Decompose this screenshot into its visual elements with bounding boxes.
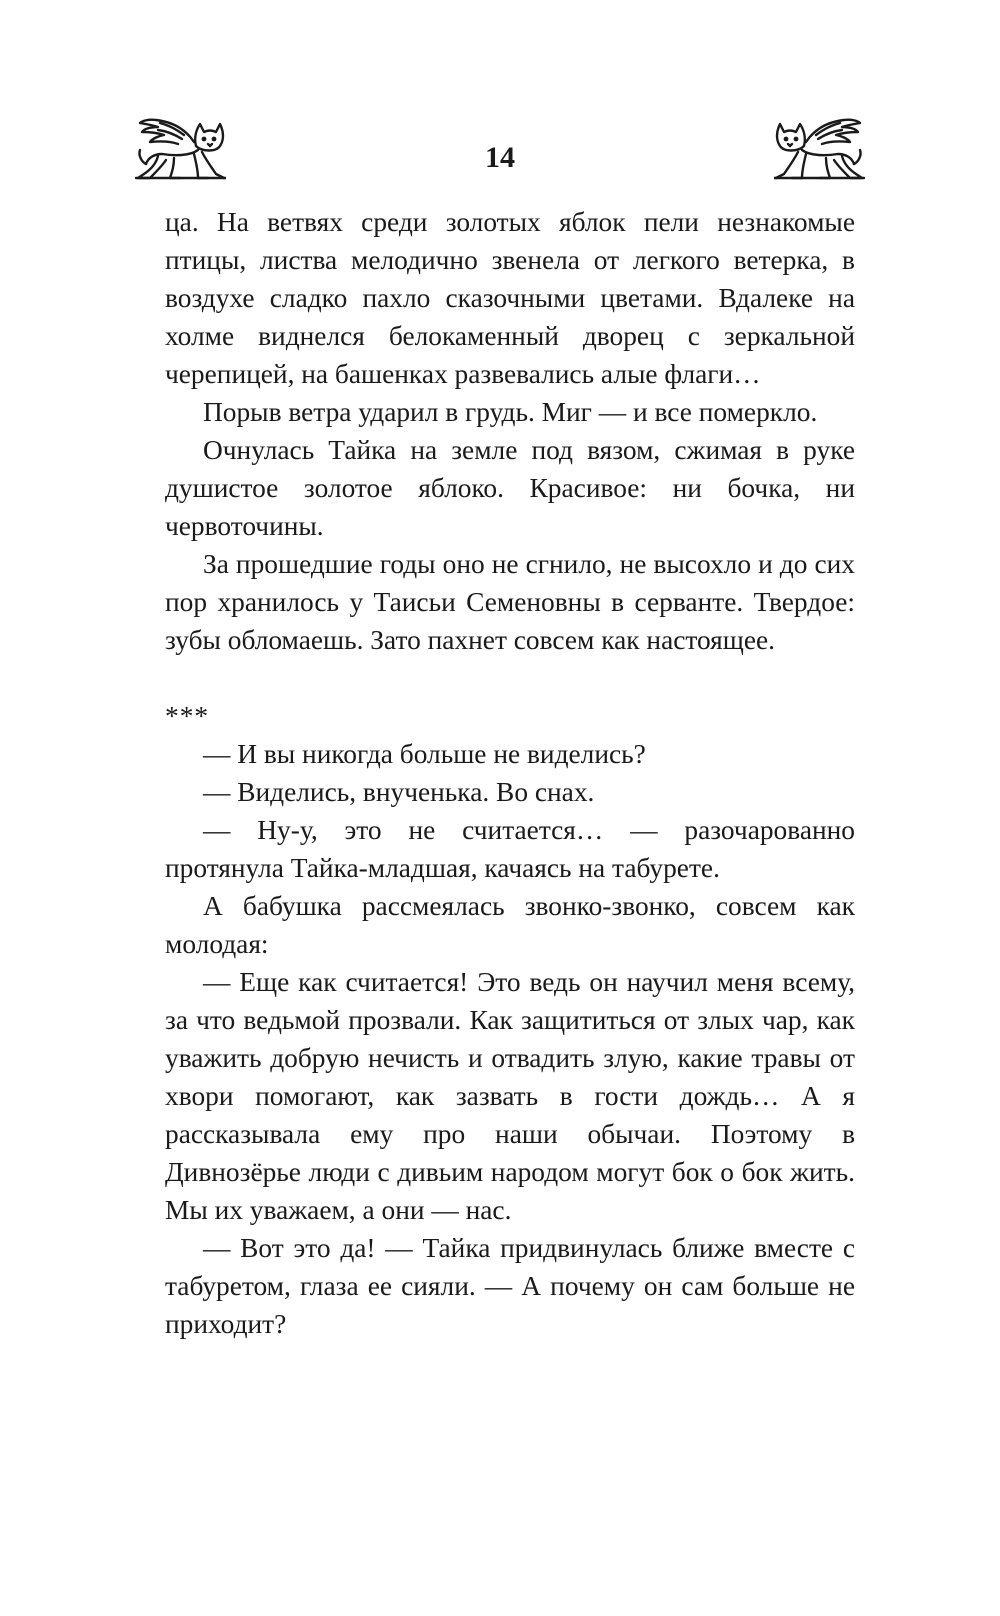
dialogue-line: — Ну-у, это не считается… — разочарованно протянула Тайка-младшая, качаясь на табурете. <box>165 815 855 883</box>
page-body <box>165 203 855 1343</box>
paragraph: Порыв ветра ударил в грудь. Миг — и все померкло. <box>203 397 818 427</box>
paragraph: За прошедшие годы оно не сгнило, не высохло и до сих пор хранилось у Таисьи Семеновны в серванте. Твердое: зубы обломаешь. Зато пахнет совсем как настоящее. <box>165 549 855 655</box>
page-number: 14 <box>485 141 515 174</box>
paragraph-continued: ца. На ветвях среди золотых яблок пели незнакомые птицы, листва мелодично звенела от легкого ветерка, в воздухе сладко пахло сказочными цветами. Вдалеке на холме виднелся белокаменный дворец с зеркальной черепицей, на башенках развевались алые флаги… <box>165 207 855 389</box>
dialogue-line: — И вы никогда больше не виделись? <box>203 739 646 769</box>
dialogue-line: — Еще как считается! Это ведь он научил меня всему, за что ведьмой прозвали. Как защититься от злых чар, как уважить добрую нечисть и отвадить злую, какие травы от хвори помогают, как зазвать в гости дождь… А я рассказывала ему про наши обычаи. Поэтому в Дивнозёрье люди с дивьим народом могут бок о бок жить. Мы их уважаем, а они — нас. <box>165 967 855 1225</box>
page-header <box>0 100 1000 200</box>
winged-cat-icon <box>774 108 866 184</box>
paragraph: А бабушка рассмеялась звонко-звонко, совсем как молодая: <box>165 891 855 959</box>
dialogue-line: — Вот это да! — Тайка придвинулась ближе вместе с табуретом, глаза ее сияли. — А почему он сам больше не приходит? <box>165 1233 855 1339</box>
paragraph: Очнулась Тайка на земле под вязом, сжимая в руке душистое золотое яблоко. Красивое: ни бочка, ни червоточины. <box>165 435 855 541</box>
dialogue-line: — Виделись, внученька. Во снах. <box>203 777 595 807</box>
section-separator: *** <box>165 701 210 731</box>
